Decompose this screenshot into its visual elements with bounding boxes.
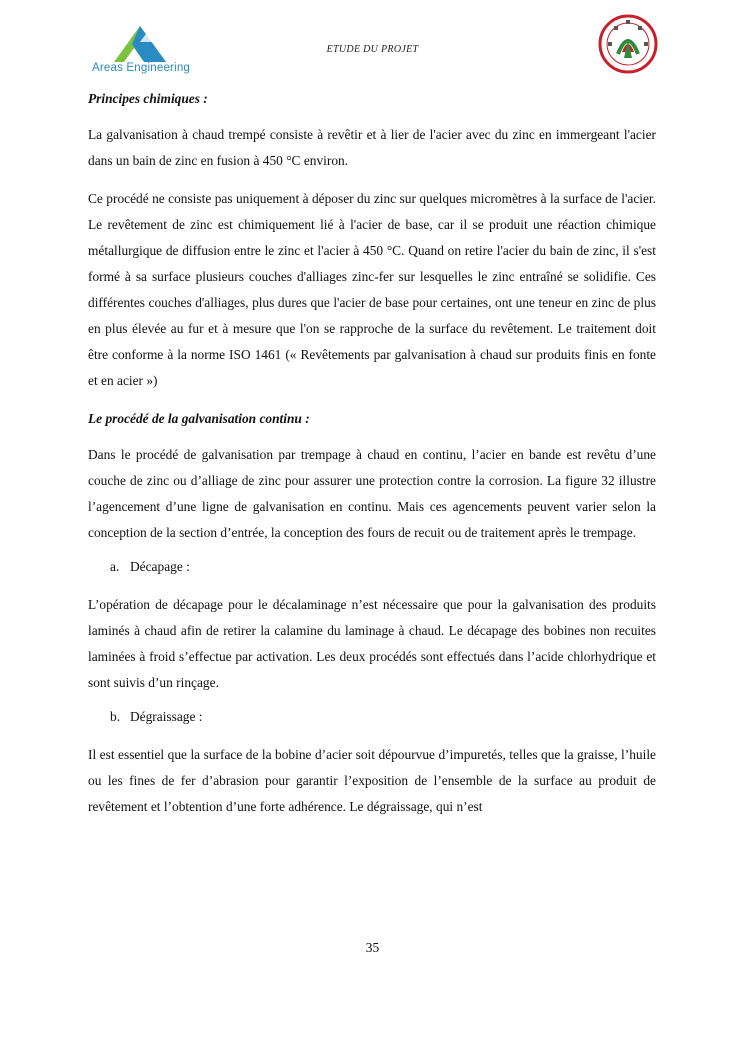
list-item-label: Dégraissage : [130, 709, 203, 724]
paragraph: Il est essentiel que la surface de la bobine d’acier soit dépourvue d’impuretés, telles que la graisse, l’huile ou les fines de fer d’abrasion pour garantir l’exposition de l’ensemble de la surface au produit de revêtement et l’obtention d’une forte adhérence. Le dégraissage, qui n’est [88, 747, 656, 814]
school-seal-logo [596, 14, 660, 80]
section-heading-chemical-principles: Principes chimiques : [88, 91, 208, 106]
page-number: 35 [365, 940, 380, 955]
list-item-label: Décapage : [130, 559, 190, 574]
list-item-pickling [110, 558, 656, 576]
page-header [0, 0, 745, 90]
list-marker: b. [110, 709, 121, 724]
page-content [88, 90, 656, 832]
brand-name: Areas Engineering [92, 62, 191, 74]
page-header-title: ETUDE DU PROJET [326, 44, 419, 55]
list-marker: a. [110, 559, 120, 574]
paragraph: Ce procédé ne consiste pas uniquement à déposer du zinc sur quelques micromètres à la surface de l'acier. Le revêtement de zinc est chimiquement lié à l'acier de base, car il se produit une réaction chimique métallurgique de diffusion entre le zinc et l'acier à 450 °C. Quand on retire l'acier du bain de zinc, il s'est formé à sa surface plusieurs couches d'alliages zinc-fer sur lesquelles le zinc entraîné se solidifie. Ces différentes couches d'alliages, plus dures que l'acier de base pour certaines, ont une teneur en zinc de plus en plus élevée au fur et à mesure que l'on se rapproche de la surface du revêtement. Le traitement doit être conforme à la norme ISO 1461 (« Revêtements par galvanisation à chaud sur produits finis en fonte et en acier ») [88, 191, 656, 388]
paragraph: La galvanisation à chaud trempé consiste à revêtir et à lier de l'acier avec du zinc en immergeant l'acier dans un bain de zinc en fusion à 450 °C environ. [88, 127, 656, 168]
paragraph: Dans le procédé de galvanisation par trempage à chaud en continu, l’acier en bande est revêtu d’une couche de zinc ou d’alliage de zinc pour assurer une protection contre la corrosion. La figure 32 illustre l’agencement d’une ligne de galvanisation en continu. Mais ces agencements peuvent varier selon la conception de la section d’entrée, la conception des fours de recuit ou de traitement après le trempage. [88, 447, 656, 540]
seal-icon [596, 14, 660, 80]
list-item-degreasing [110, 708, 656, 726]
paragraph: L’opération de décapage pour le décalaminage n’est nécessaire que pour la galvanisation des produits laminés à chaud afin de retirer la calamine du laminage à chaud. Le décapage des bobines non recuites laminées à froid s’effectue par activation. Les deux procédés sont effectués dans l’acide chlorhydrique et sont suivis d’un rinçage. [88, 597, 656, 690]
section-heading-continuous-process: Le procédé de la galvanisation continu : [88, 411, 310, 426]
